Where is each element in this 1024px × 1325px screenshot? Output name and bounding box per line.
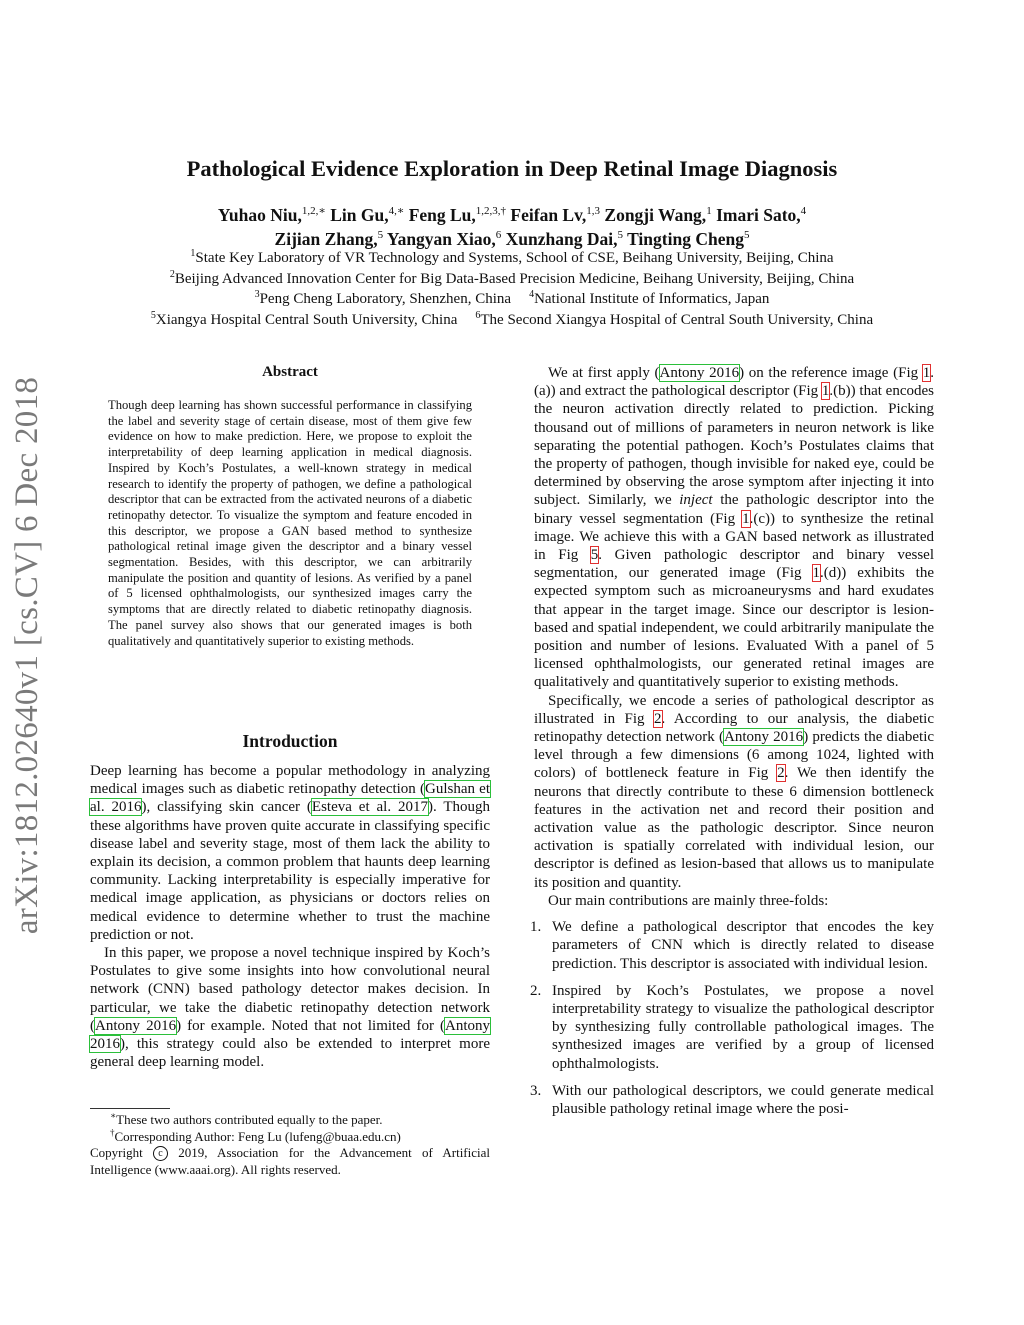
citation-link[interactable]: Antony 2016 <box>95 1017 177 1034</box>
affiliation-2: $^2$Beijing Advanced Innovation Center for Big Data-Based Precision Medicine, Beihang University, Beijing, China <box>169 268 855 287</box>
figure-ref-link[interactable]: 1 <box>812 565 820 582</box>
arxiv-identifier: arXiv:1812.02640v1 [cs.CV] 6 Dec 2018 <box>9 376 46 934</box>
affiliations <box>0 248 1024 330</box>
figure-ref-link[interactable]: 1 <box>821 383 830 400</box>
figure-ref-link[interactable]: 1 <box>742 510 750 527</box>
citation-link[interactable]: Antony 2016 <box>90 1017 491 1053</box>
citation-link[interactable]: Esteva et al. 2017 <box>311 799 428 816</box>
intro-paragraph-2: In this paper, we propose a novel technique inspired by Koch’s Postulates to give some insights into how convolutional neural network (CNN) based pathology detector makes decision. In particular, we take the diabetic retinopathy detection network (Antony 2016) for example. Noted that not limited for (Antony 2016), this strategy could also be extended to interpret more general deep learning model. <box>90 945 491 1071</box>
author: Feifan Lv,$^{1,3}$ <box>510 205 601 225</box>
footnote-corresponding-author: †Corresponding Author: Feng Lu (lufeng@buaa.edu.cn) <box>110 1127 401 1144</box>
list-item: 3. With our pathological descriptors, we could generate medical plausible pathology retinal image where the posi- <box>530 1082 934 1117</box>
author: Imari Sato,$^4$ <box>716 205 807 225</box>
author-list <box>0 203 1024 251</box>
introduction-heading: Introduction <box>242 731 338 751</box>
citation-link[interactable]: Antony 2016 <box>659 365 740 381</box>
author: Feng Lu,$^{1,2,3,\dagger}$ <box>408 205 507 225</box>
author: Zongji Wang,$^1$ <box>604 205 712 225</box>
left-column-body <box>90 762 490 1071</box>
figure-ref-link[interactable]: 5 <box>590 547 599 564</box>
copyright-icon: c <box>153 1146 168 1161</box>
author: Yuhao Niu,$^{1,2,∗}$ <box>217 205 326 225</box>
figure-ref-link[interactable]: 2 <box>777 765 785 782</box>
body-paragraph-3: Our main contributions are mainly three-folds: <box>548 892 829 909</box>
abstract-text: Though deep learning has shown successful performance in classifying the label and severity stage of certain disease, most of them give few evidence on how to make prediction. Here, we propose to exploit the interpretability of deep learning application in medical diagnosis. Inspired by Koch’s Postulates, a well-known strategy in medical research to identify the property of pathogen, we define a pathological descriptor that can be extracted from the activated neurons of a diabetic retinopathy detector. To visualize the symptom and feature encoded in this descriptor, we propose a GAN based method to synthesize pathological retinal image given the descriptor and a binary vessel segmentation. Besides, with this descriptor, we can arbitrarily manipulate the position and quantity of lesions. As verified by a panel of 5 licensed ophthalmologists, our synthesized images carry the symptoms that are directly related to diabetic retinopathy diagnosis. The panel survey also shows that our generated images is both qualitatively and quantitatively superior to existing methods. <box>108 398 472 648</box>
citation-link[interactable]: Gulshan et al. 2016 <box>90 781 490 816</box>
figure-ref-link[interactable]: 2 <box>654 710 662 727</box>
footnote-rule <box>90 1108 170 1109</box>
author-line-1 <box>0 203 1024 227</box>
affiliation-1: $^1$State Key Laboratory of VR Technology and Systems, School of CSE, Beihang University, Beijing, China <box>190 248 834 266</box>
abstract-heading: Abstract <box>262 364 318 380</box>
body-paragraph-1: We at first apply (Antony 2016) on the reference image (Fig 1.(a)) and extract the pathological descriptor (Fig 1.(b)) that encodes the neuron activation directly related to prediction. Picking thousand out of millions of parameters in neuron network is like separating the potential pathogen. Koch’s Postulates claims that the property of pathogen, though invisible for naked eye, could be determined by observing the arose symptom after injecting it into subject. Similarly, we inject the pathologic descriptor into the binary vessel segmentation (Fig 1.(c)) to synthesize the retinal image. We achieve this with a GAN based network as illustrated in Fig 5. Given pathologic descriptor and binary vessel segmentation, our generated image (Fig 1.(d)) exhibits the expected symptom such as microaneurysms and hard exudates that appear in the target image. Since our descriptor is lesion-based and spatial independent, we could arbitrarily manipulate the position and number of lesions. Evaluated With a panel of 5 licensed ophthalmologists, our generated retinal images are qualitatively and quantitatively superior to existing methods. <box>534 365 935 691</box>
affiliation-5-6: $^5$Xiangya Hospital Central South University, China $^6$The Second Xiangya Hospital of Central South University, China <box>150 309 874 328</box>
copyright-notice: Copyright c 2019, Association for the Advancement of Artificial Intelligence (www.aaai.org). All rights reserved. <box>90 1145 491 1177</box>
paper-title: Pathological Evidence Exploration in Deep Retinal Image Diagnosis <box>186 156 838 181</box>
figure-ref-link[interactable]: 1 <box>922 365 931 381</box>
list-item: 1. We define a pathological descriptor that encodes the key parameters of CNN which is directly related to disease prediction. This descriptor is associated with individual lesion. <box>530 919 934 972</box>
arxiv-identifier-margin <box>6 350 50 960</box>
footnotes <box>90 1112 490 1178</box>
affiliation-3-4: $^3$Peng Cheng Laboratory, Shenzhen, China $^4$National Institute of Informatics, Japan <box>254 289 770 307</box>
author: Yangyan Xiao,$^6$ <box>386 229 502 249</box>
list-item: 2. Inspired by Koch’s Postulates, we propose a novel interpretability strategy to visualize the pathological descriptor by synthesizing fully controllable pathological images. The synthesized images are verified by a group of licensed ophthalmologists. <box>530 982 934 1072</box>
author: Zijian Zhang,$^5$ <box>274 229 384 249</box>
right-column-body <box>530 364 935 1127</box>
contributions-list <box>530 918 934 1118</box>
footnote-equal-contribution: ∗These two authors contributed equally to the paper. <box>110 1110 383 1127</box>
author: Tingting Cheng$^5$ <box>627 229 750 249</box>
body-paragraph-2: Specifically, we encode a series of pathological descriptor as illustrated in Fig 2. According to our analysis, the diabetic retinopathy detection network (Antony 2016) predicts the diabetic level through a few dimensions (6 among 1024, lighted with colors) of bottleneck feature in Fig 2. We then identify the neurons that directly contribute to these 6 dimension bottleneck features in the activation net and record their position and activation value as the pathologic descriptor. Since neuron activation is spatially correlated with individual lesion, our descriptor is defined as lesion-based that allows us to manipulate its position and quantity. <box>534 692 935 891</box>
intro-paragraph-1: Deep learning has become a popular methodology in analyzing medical images such as diabetic retinopathy detection (Gulshan et al. 2016), classifying skin cancer (Esteva et al. 2017). Though these algorithms have proven quite accurate in classifying specific disease label and severity stage, most of them lack the ability to explain its decision, a common problem that haunts deep learning community. Lacking interpretability is especially imperative for medical image application, as physicians or doctors relies on medical evidence to determine whether to trust the machine prediction or not. <box>90 763 490 943</box>
author: Xunzhang Dai,$^5$ <box>505 229 624 249</box>
citation-link[interactable]: Antony 2016 <box>724 729 804 746</box>
author: Lin Gu,$^{4,∗}$ <box>330 205 405 225</box>
